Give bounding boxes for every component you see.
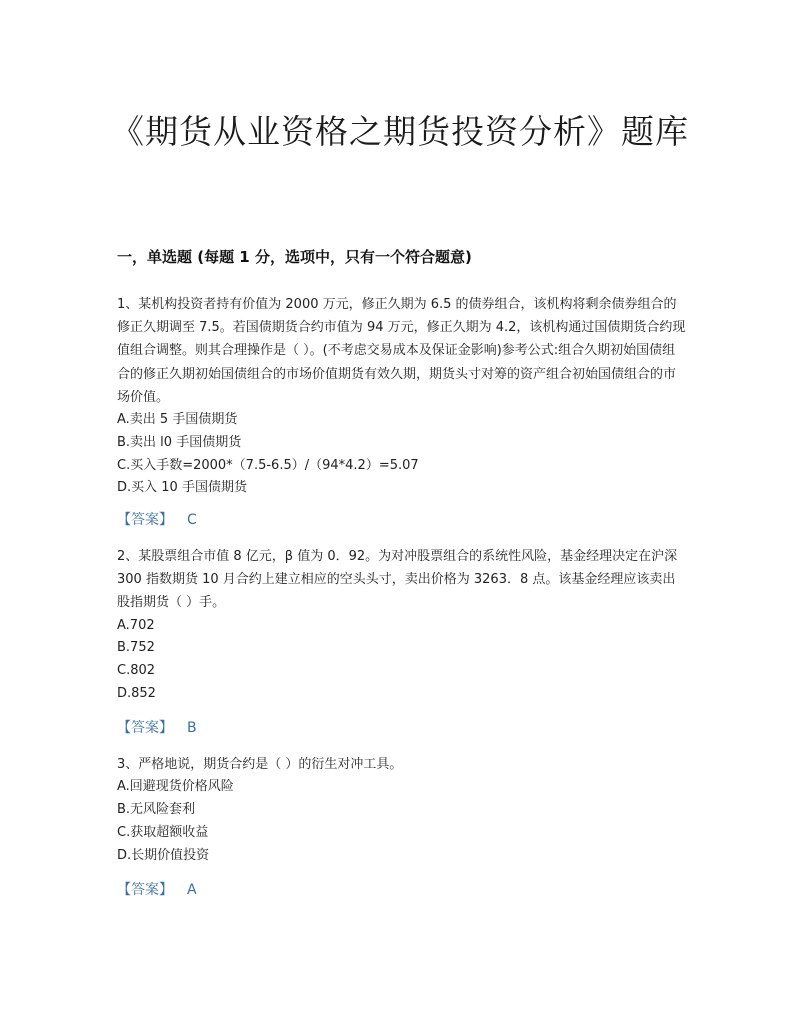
question-1-option-a: A.卖出 5 手国债期货 [117,412,238,428]
question-2-stem: 2、某股票组合市值 8 亿元，β 值为 0．92。为对冲股票组合的系统性风险，基金经理决定在沪深 300 指数期货 10 月合约上建立相应的空头头寸，卖出价格为 3263．8 点。该基金经理应该卖出股指期货（ ）手。 [117,549,678,611]
question-3-option-a: A.回避现货价格风险 [117,779,234,795]
question-3-option-d: D.长期价值投资 [117,847,210,863]
question-1-answer [117,510,197,530]
question-3-stem: 3、严格地说，期货合约是（ ）的衍生对冲工具。 [117,757,403,772]
section-heading: 一，单选题 (每题 1 分，选项中，只有一个符合题意) [117,248,472,266]
answer-label: 【答案】 [117,882,173,898]
question-3-option-b: B.无风险套利 [117,802,196,817]
question-3-answer [117,880,197,900]
question-1-stem: 1、某机构投资者持有价值为 2000 万元，修正久期为 6.5 的债券组合，该机构将剩余债券组合的修正久期调至 7.5。若国债期货合约市值为 94 万元，修正久期为 4.2，该机构通过国债期货合约现值组合调整。则其合理操作是（ ）。(不考虑交易成本及保证金影响)参考公式:组合久期初始国债组合的修正久期初始国债组合的市场价值期货有效久期，期货头寸对筹的资产组合初始国债组合的市场价值。 [117,297,686,405]
question-3-option-c: C.获取超额收益 [117,824,209,840]
question-2-option-c: C.802 [117,663,156,679]
question-2-option-b: B.752 [117,640,155,656]
document-title: 《期货从业资格之期货投资分析》题库 [111,112,689,151]
question-2 [117,545,687,706]
question-3 [117,753,687,867]
answer-value: C [187,512,197,528]
answer-label: 【答案】 [117,512,173,528]
question-1-option-c: C.买入手数=2000*（7.5-6.5）/（94*4.2）=5.07 [117,457,419,473]
question-1 [117,293,687,500]
answer-value: A [187,882,197,898]
question-1-option-d: D.买入 10 手国债期货 [117,480,247,496]
answer-value: B [187,720,197,736]
question-1-option-b: B.卖出 l0 手国债期货 [117,434,242,450]
question-2-option-d: D.852 [117,686,156,701]
answer-label: 【答案】 [117,720,173,736]
question-2-option-a: A.702 [117,617,155,633]
question-2-answer [117,718,197,738]
